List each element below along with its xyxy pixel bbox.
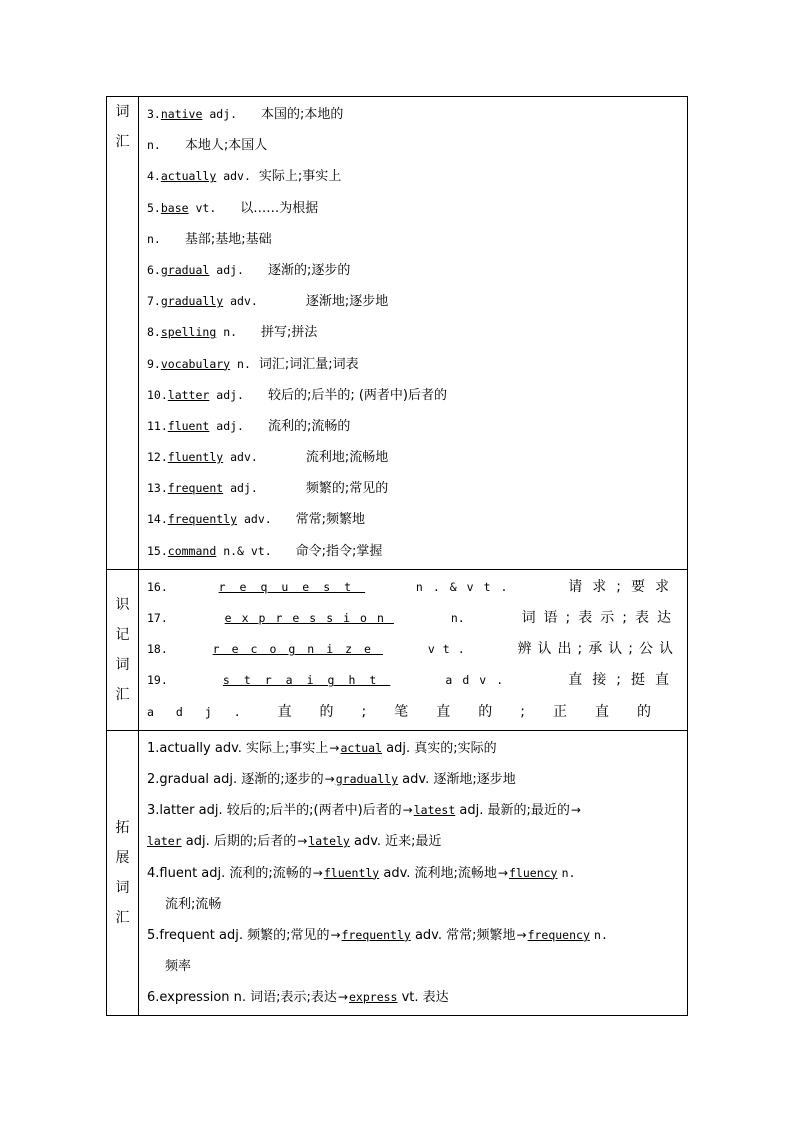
vocab-row: 13.frequent adj. 频繁的;常见的 bbox=[147, 481, 389, 497]
arrow-right-icon: → bbox=[297, 834, 308, 849]
section-label bbox=[107, 570, 139, 730]
vocab-row: 11.fluent adj. 流利的;流畅的 bbox=[147, 418, 351, 434]
derived-word: frequency bbox=[527, 927, 590, 942]
arrow-right-icon: → bbox=[516, 927, 527, 942]
label-char: 展 bbox=[115, 850, 130, 867]
derivation-row: 频率 bbox=[165, 959, 192, 975]
label-char: 识 bbox=[115, 596, 130, 613]
arrow-right-icon: → bbox=[329, 740, 340, 755]
derived-word: express bbox=[349, 990, 398, 1005]
vocab-word: latter bbox=[167, 387, 210, 402]
vocab-row: 17. expression n. 词语;表示;表达 bbox=[147, 603, 679, 634]
label-char: 词 bbox=[115, 880, 130, 897]
vocab-word: frequently bbox=[167, 512, 238, 527]
label-char: 汇 bbox=[115, 686, 130, 703]
section-vocabulary bbox=[107, 97, 687, 570]
vocab-row: 18. recognize vt. 辨认出;承认;公认 bbox=[147, 634, 679, 665]
vocab-word: gradually bbox=[160, 294, 224, 309]
vocab-row: n. 本地人;本国人 bbox=[147, 138, 268, 154]
vocab-word: actually bbox=[160, 169, 217, 184]
derivation-row: 1.actually adv. 实际上;事实上→actual adj. 真实的;实际的 bbox=[147, 733, 679, 764]
vocab-row: 4.actually adv. 实际上;事实上 bbox=[147, 169, 342, 185]
label-char: 词 bbox=[115, 656, 130, 673]
vocab-word: vocabulary bbox=[160, 356, 231, 371]
section-label bbox=[107, 731, 139, 1016]
label-char: 汇 bbox=[115, 910, 130, 927]
vocab-word: fluent bbox=[167, 418, 210, 433]
vocab-row: 3.native adj. 本国的;本地的 bbox=[147, 107, 344, 122]
vocab-row: 5.base vt. 以……为根据 bbox=[147, 200, 319, 216]
vocab-word: request bbox=[218, 579, 366, 594]
vocab-row: 9.vocabulary n. 词汇;词汇量;词表 bbox=[147, 356, 359, 372]
vocab-row: 19. straight adv. 直接;挺直 bbox=[147, 665, 679, 696]
section-extended-vocabulary bbox=[107, 731, 687, 1016]
derivation-row: 4.fluent adj. 流利的;流畅的→fluently adv. 流利地;流畅地→fluency n. bbox=[147, 858, 679, 889]
vocab-row: 14.frequently adv. 常常;频繁地 bbox=[147, 512, 366, 528]
derivation-row: 2.gradual adj. 逐渐的;逐步的→gradually adv. 逐渐地;逐步地 bbox=[147, 764, 679, 795]
vocab-word: frequent bbox=[167, 481, 224, 496]
arrow-right-icon: → bbox=[324, 771, 335, 786]
arrow-right-icon: → bbox=[570, 803, 581, 818]
derived-word: fluently bbox=[323, 865, 380, 880]
derivation-row: 6.expression n. 词语;表示;表达→express vt. 表达 bbox=[147, 982, 679, 1013]
derived-word: later bbox=[147, 834, 182, 849]
derivation-row: 流利;流畅 bbox=[165, 896, 222, 912]
vocab-word: straight bbox=[222, 673, 391, 688]
label-char: 拓 bbox=[115, 820, 130, 837]
vocab-row: 7.gradually adv. 逐渐地;逐步地 bbox=[147, 294, 389, 310]
derived-word: latest bbox=[413, 803, 456, 818]
arrow-right-icon: → bbox=[497, 865, 508, 880]
vocab-row: 12.fluently adv. 流利地;流畅地 bbox=[147, 450, 389, 466]
derivation-row: 3.latter adj. 较后的;后半的;(两者中)后者的→latest adj. 最新的;最近的→ bbox=[147, 795, 679, 826]
vocabulary-table bbox=[106, 96, 688, 1016]
vocab-word: native bbox=[160, 107, 203, 121]
derived-word: lately bbox=[308, 834, 350, 849]
label-char: 记 bbox=[115, 626, 130, 643]
derived-word: fluency bbox=[509, 865, 558, 880]
vocab-row: n. 基部;基地;基础 bbox=[147, 231, 272, 247]
derived-word: actual bbox=[340, 740, 383, 755]
arrow-right-icon: → bbox=[330, 927, 341, 942]
vocab-word: spelling bbox=[160, 325, 217, 340]
section-memorize-vocabulary bbox=[107, 570, 687, 731]
section-content bbox=[139, 97, 687, 569]
section-label bbox=[107, 97, 139, 569]
arrow-right-icon: → bbox=[312, 865, 323, 880]
arrow-right-icon: → bbox=[337, 990, 348, 1005]
vocab-word: gradual bbox=[160, 262, 210, 277]
label-char: 词 bbox=[115, 104, 130, 120]
vocab-row: 10.latter adj. 较后的;后半的; (两者中)后者的 bbox=[147, 387, 448, 403]
vocab-row: adj. 直的;笔直的;正直的 bbox=[147, 703, 679, 720]
vocab-row: 6.gradual adj. 逐渐的;逐步的 bbox=[147, 262, 351, 278]
vocab-row: 16. request n.&vt. 请求;要求 bbox=[147, 572, 679, 603]
vocab-row: 15.command n.& vt. 命令;指令;掌握 bbox=[147, 543, 383, 559]
label-char: 汇 bbox=[115, 134, 130, 150]
arrow-right-icon: → bbox=[402, 803, 413, 818]
vocab-word: command bbox=[167, 543, 217, 558]
section-content bbox=[139, 731, 687, 1016]
vocab-word: expression bbox=[224, 611, 394, 625]
vocab-word: base bbox=[160, 200, 189, 215]
derivation-row: 5.frequent adj. 频繁的;常见的→frequently adv. 常常;频繁地→frequency n. bbox=[147, 920, 679, 951]
derived-word: frequently bbox=[341, 927, 411, 942]
vocab-row: 8.spelling n. 拼写;拼法 bbox=[147, 325, 318, 341]
vocab-word: fluently bbox=[167, 450, 224, 465]
vocab-word: recognize bbox=[212, 642, 383, 657]
section-content bbox=[139, 570, 687, 730]
derivation-row: later adj. 后期的;后者的→lately adv. 近来;最近 bbox=[147, 826, 679, 857]
derived-word: gradually bbox=[335, 771, 399, 786]
